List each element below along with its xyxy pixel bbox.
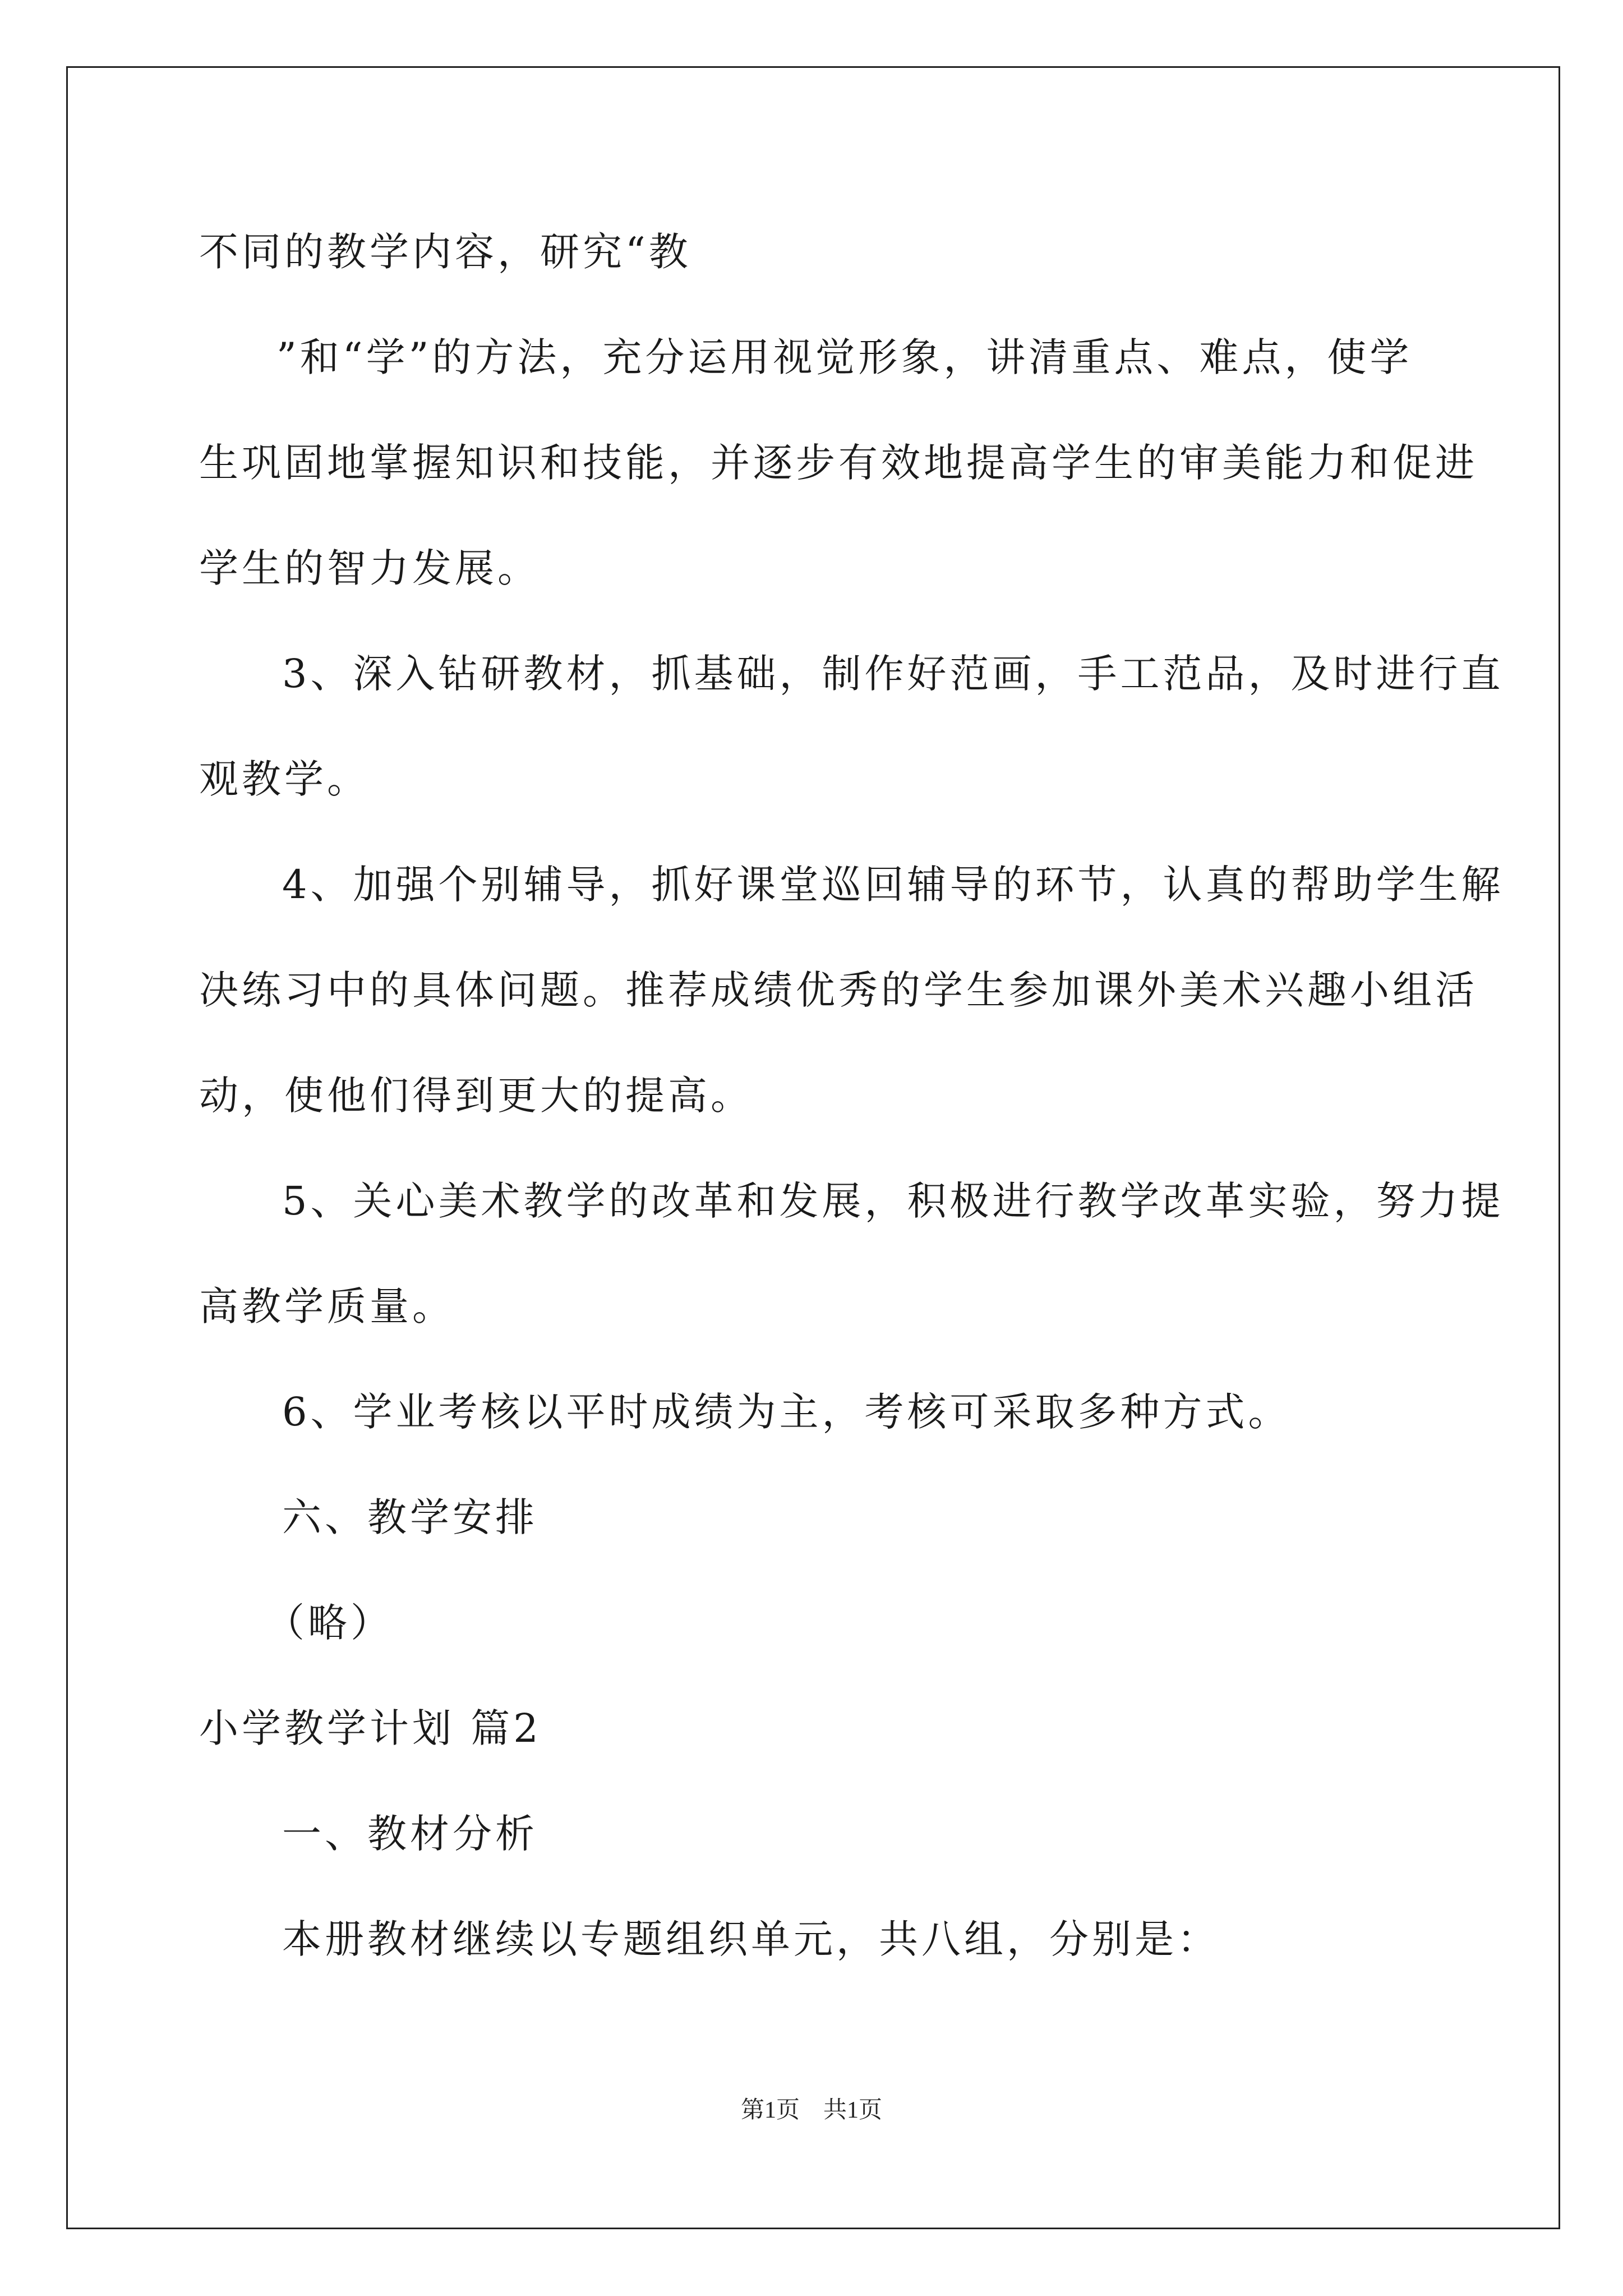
page-border (66, 66, 1560, 2229)
text-line: 观教学。 (199, 756, 370, 802)
section-heading: 六、教学安排 (282, 1494, 538, 1540)
text-line: 生巩固地掌握知识和技能，并逐步有效地提高学生的审美能力和促进 (199, 440, 1478, 486)
text-line: 学生的智力发展。 (199, 545, 540, 591)
text-line: 4、加强个别辅导，抓好课堂巡回辅导的环节，认真的帮助学生解 (282, 862, 1504, 908)
page-number: 第1页 共1页 (740, 2097, 882, 2123)
text-line: 3、深入钻研教材，抓基础，制作好范画，手工范品，及时进行直 (282, 651, 1504, 697)
text-line: 5、关心美术教学的改革和发展，积极进行教学改革实验，努力提 (282, 1178, 1504, 1224)
text-line: （略） (265, 1600, 393, 1646)
section-title: 小学教学计划 篇2 (199, 1705, 542, 1751)
text-line: 决练习中的具体问题。推荐成绩优秀的学生参加课外美术兴趣小组活 (199, 967, 1478, 1013)
text-line: 动，使他们得到更大的提高。 (199, 1073, 753, 1119)
text-line: 高教学质量。 (199, 1283, 455, 1329)
text-line: 6、学业考核以平时成绩为主，考核可采取多种方式。 (282, 1389, 1291, 1435)
text-line: 本册教材继续以专题组织单元，共八组，分别是： (282, 1916, 1220, 1962)
text-line: 不同的教学内容，研究“教 (199, 229, 691, 275)
section-heading: 一、教材分析 (282, 1811, 538, 1857)
text-line: ”和“学”的方法，充分运用视觉形象，讲清重点、难点，使学 (276, 334, 1413, 380)
